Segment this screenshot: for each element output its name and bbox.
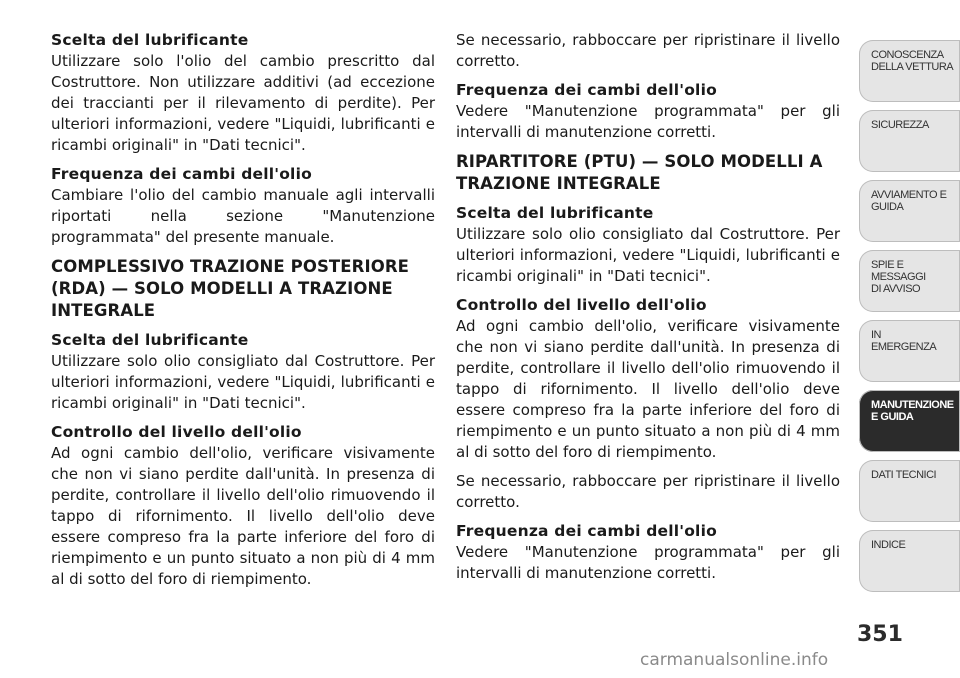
section-title: Controllo del livello dell'olio <box>51 423 302 441</box>
tab-sicurezza[interactable]: SICUREZZA <box>859 110 960 172</box>
section-title: Frequenza dei cambi dell'olio <box>51 165 312 183</box>
tab-spie[interactable]: SPIE E MESSAGGI DI AVVISO <box>859 250 960 312</box>
section-title: Frequenza dei cambi dell'olio <box>456 522 717 540</box>
right-column <box>456 30 840 592</box>
paragraph: Utilizzare solo olio consigliato dal Costruttore. Per ulteriori informazioni, vedere "Liquidi, lubrificanti e ricambi originali" in "Dati tecnici". <box>456 225 840 285</box>
watermark: carmanualsonline.info <box>640 650 829 670</box>
tab-dati-tecnici[interactable]: DATI TECNICI <box>859 460 960 522</box>
section-title: Frequenza dei cambi dell'olio <box>456 81 717 99</box>
paragraph: Utilizzare solo l'olio del cambio prescritto dal Costruttore. Non utilizzare additivi (ad eccezione dei traccianti per il rilevamento di perdite). Per ulteriori informazioni, vedere "Liquidi, lubrificanti e ricambi originali" in "Dati tecnici". <box>51 52 435 154</box>
tab-conoscenza[interactable]: CONOSCENZA DELLA VETTURA <box>859 40 960 102</box>
section-title: Scelta del lubrificante <box>51 31 249 49</box>
left-column <box>51 30 435 598</box>
tab-indice[interactable]: INDICE <box>859 530 960 592</box>
section-title: Scelta del lubrificante <box>51 331 249 349</box>
paragraph: Utilizzare solo olio consigliato dal Costruttore. Per ulteriori informazioni, vedere "Liquidi, lubrificanti e ricambi originali" in "Dati tecnici". <box>51 352 435 412</box>
paragraph: Se necessario, rabboccare per ripristinare il livello corretto. <box>456 472 840 511</box>
paragraph: Ad ogni cambio dell'olio, verificare visivamente che non vi siano perdite dall'unità. In presenza di perdite, controllare il livello dell'olio rimuovendo il tappo di rifornimento. Il livello dell'olio deve essere compreso fra la parte inferiore del foro di riempimento e un punto situato a non più di 4 mm al di sotto del foro di riempimento. <box>51 444 435 588</box>
tab-manutenzione[interactable]: MANUTENZIONE E GUIDA <box>859 390 960 452</box>
paragraph: Vedere "Manutenzione programmata" per gli intervalli di manutenzione corretti. <box>456 102 840 141</box>
paragraph: Se necessario, rabboccare per ripristinare il livello corretto. <box>456 31 840 70</box>
section-heading: RIPARTITORE (PTU) — SOLO MODELLI A TRAZIONE INTEGRALE <box>456 152 823 193</box>
paragraph: Ad ogni cambio dell'olio, verificare visivamente che non vi siano perdite dall'unità. In presenza di perdite, controllare il livello dell'olio rimuovendo il tappo di rifornimento. Il livello dell'olio deve essere compreso fra la parte inferiore del foro di riempimento e un punto situato a non più di 4 mm al di sotto del foro di riempimento. <box>456 317 840 461</box>
section-title: Scelta del lubrificante <box>456 204 654 222</box>
section-title: Controllo del livello dell'olio <box>456 296 707 314</box>
page-number: 351 <box>857 622 903 647</box>
chapter-tabs <box>859 40 960 600</box>
paragraph: Vedere "Manutenzione programmata" per gli intervalli di manutenzione corretti. <box>456 543 840 582</box>
section-heading: COMPLESSIVO TRAZIONE POSTERIORE (RDA) — SOLO MODELLI A TRAZIONE INTEGRALE <box>51 257 410 320</box>
tab-avviamento[interactable]: AVVIAMENTO E GUIDA <box>859 180 960 242</box>
paragraph: Cambiare l'olio del cambio manuale agli intervalli riportati nella sezione "Manutenzione programmata" del presente manuale. <box>51 186 435 246</box>
tab-emergenza[interactable]: IN EMERGENZA <box>859 320 960 382</box>
